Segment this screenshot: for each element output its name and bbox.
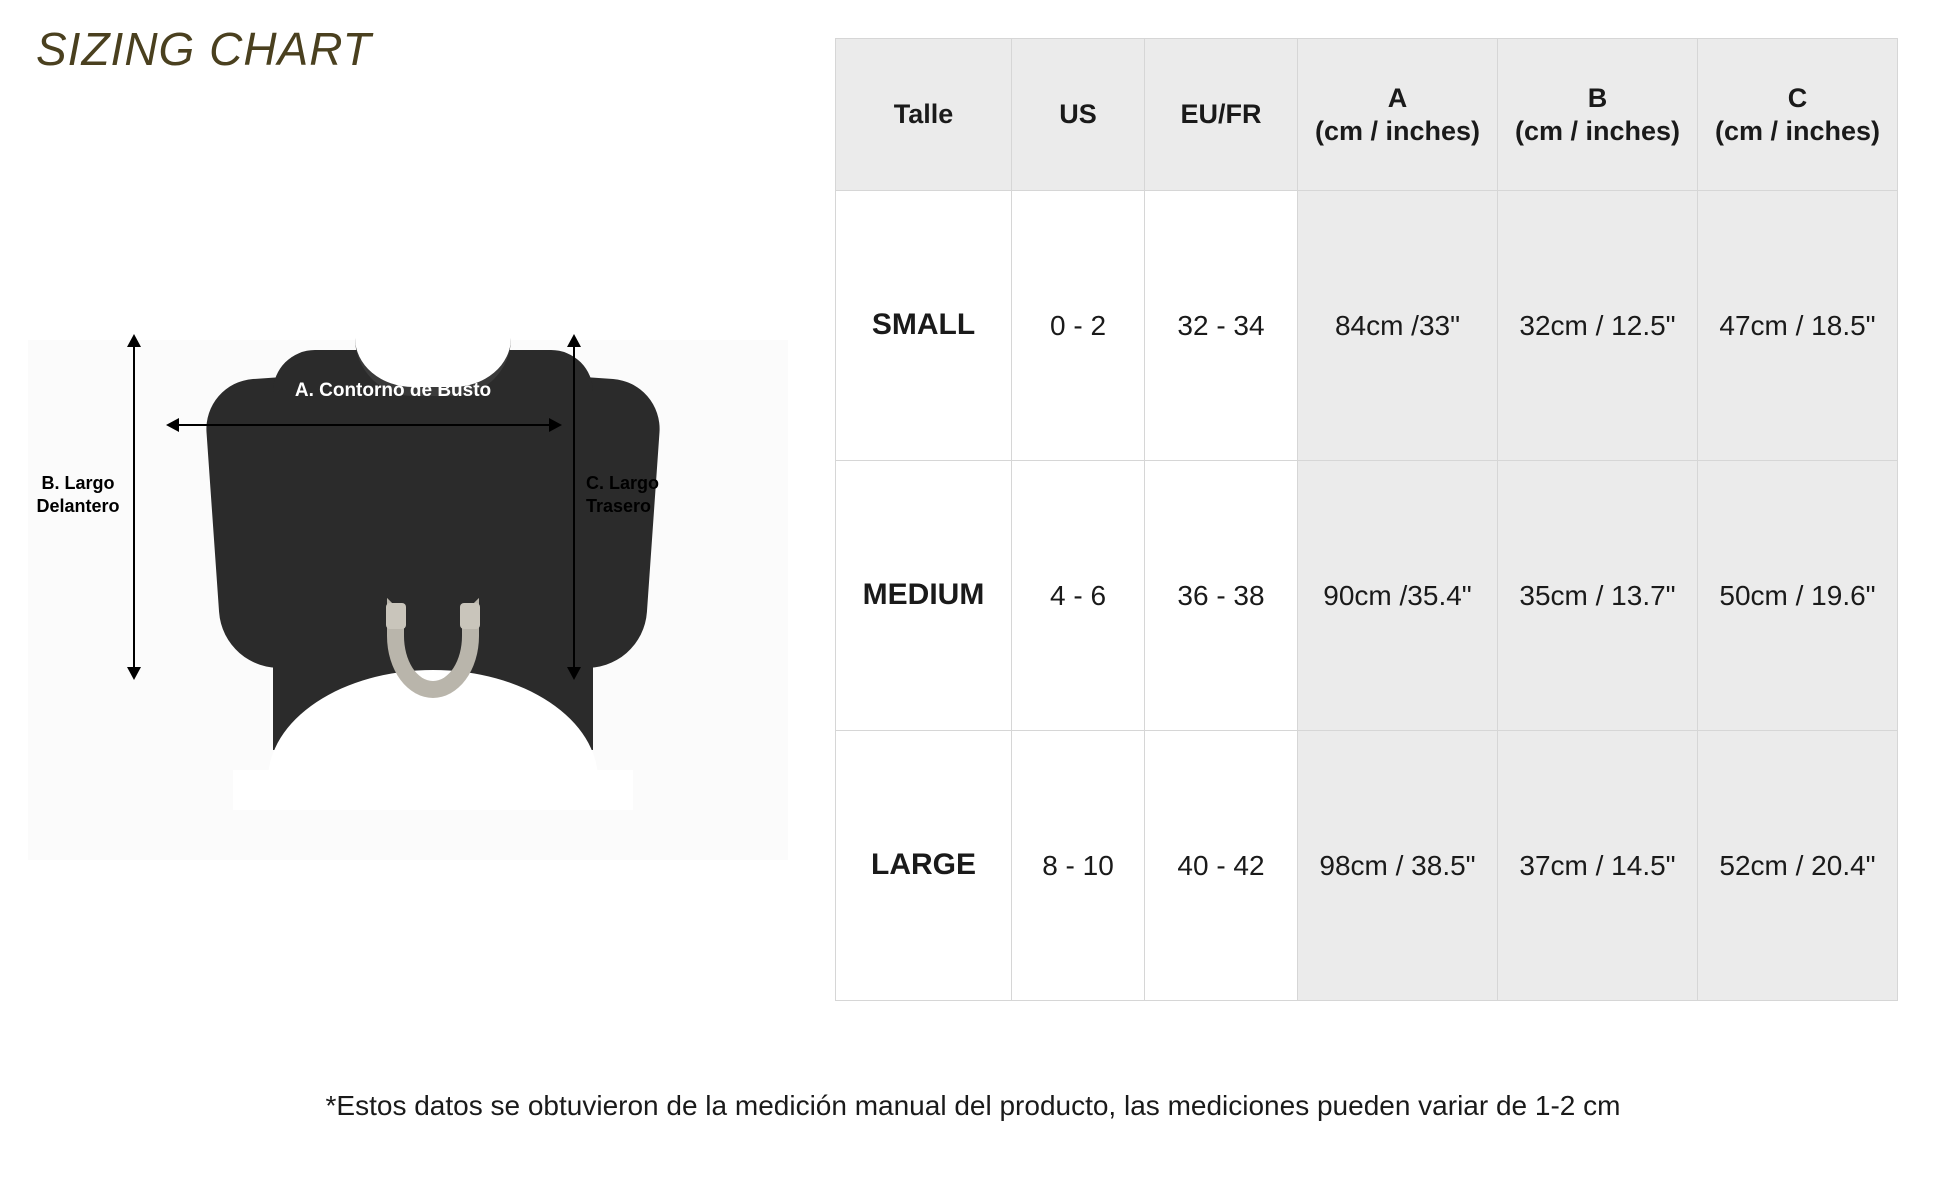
garment-diagram	[28, 330, 818, 870]
front-length-arrow	[133, 346, 135, 668]
page-title: SIZING CHART	[36, 23, 372, 75]
back-length-label: C. Largo Trasero	[586, 473, 660, 516]
column-header-a-main: A	[1387, 82, 1408, 113]
cell-us: 4 - 6	[1012, 461, 1145, 731]
cell-talle: SMALL	[836, 191, 1012, 461]
cell-a: 98cm / 38.5"	[1298, 731, 1498, 1001]
column-header-c-sub: (cm / inches)	[1714, 115, 1881, 146]
cell-c: 52cm / 20.4"	[1698, 731, 1898, 1001]
column-header-us-main: US	[1059, 99, 1097, 130]
column-header-us	[1012, 39, 1145, 191]
column-header-talle-main: Talle	[893, 99, 954, 130]
bust-measure-arrow	[178, 424, 550, 426]
measurement-footnote: *Estos datos se obtuvieron de la medición manual del producto, las mediciones pueden variar de 1-2 cm	[325, 1090, 1621, 1121]
cell-b: 37cm / 14.5"	[1498, 731, 1698, 1001]
column-header-c	[1698, 39, 1898, 191]
cell-us: 8 - 10	[1012, 731, 1145, 1001]
cell-a: 90cm /35.4"	[1298, 461, 1498, 731]
back-length-arrow	[573, 346, 575, 668]
table-header-row	[836, 39, 1898, 191]
cell-c: 47cm / 18.5"	[1698, 191, 1898, 461]
cell-us: 0 - 2	[1012, 191, 1145, 461]
size-table	[835, 38, 1898, 1001]
cell-a: 84cm /33"	[1298, 191, 1498, 461]
table-row	[836, 731, 1898, 1001]
table-row	[836, 191, 1898, 461]
column-header-c-main: C	[1787, 82, 1808, 113]
column-header-b	[1498, 39, 1698, 191]
cell-b: 32cm / 12.5"	[1498, 191, 1698, 461]
column-header-a	[1298, 39, 1498, 191]
column-header-talle	[836, 39, 1012, 191]
table-row	[836, 461, 1898, 731]
column-header-a-sub: (cm / inches)	[1314, 115, 1481, 146]
tshirt-illustration	[213, 330, 653, 810]
column-header-b-sub: (cm / inches)	[1514, 115, 1681, 146]
cell-eufr: 40 - 42	[1145, 731, 1298, 1001]
front-length-label: B. Largo Delantero	[36, 473, 120, 516]
tshirt-hem-base	[233, 770, 633, 810]
cell-talle: MEDIUM	[836, 461, 1012, 731]
cell-eufr: 32 - 34	[1145, 191, 1298, 461]
size-table-container	[835, 38, 1897, 1001]
column-header-b-main: B	[1587, 82, 1608, 113]
bust-measure-label: A. Contorno de Busto	[294, 380, 492, 401]
column-header-eufr-main: EU/FR	[1180, 99, 1262, 130]
cell-b: 35cm / 13.7"	[1498, 461, 1698, 731]
column-header-eufr	[1145, 39, 1298, 191]
cell-eufr: 36 - 38	[1145, 461, 1298, 731]
cell-talle: LARGE	[836, 731, 1012, 1001]
cell-c: 50cm / 19.6"	[1698, 461, 1898, 731]
